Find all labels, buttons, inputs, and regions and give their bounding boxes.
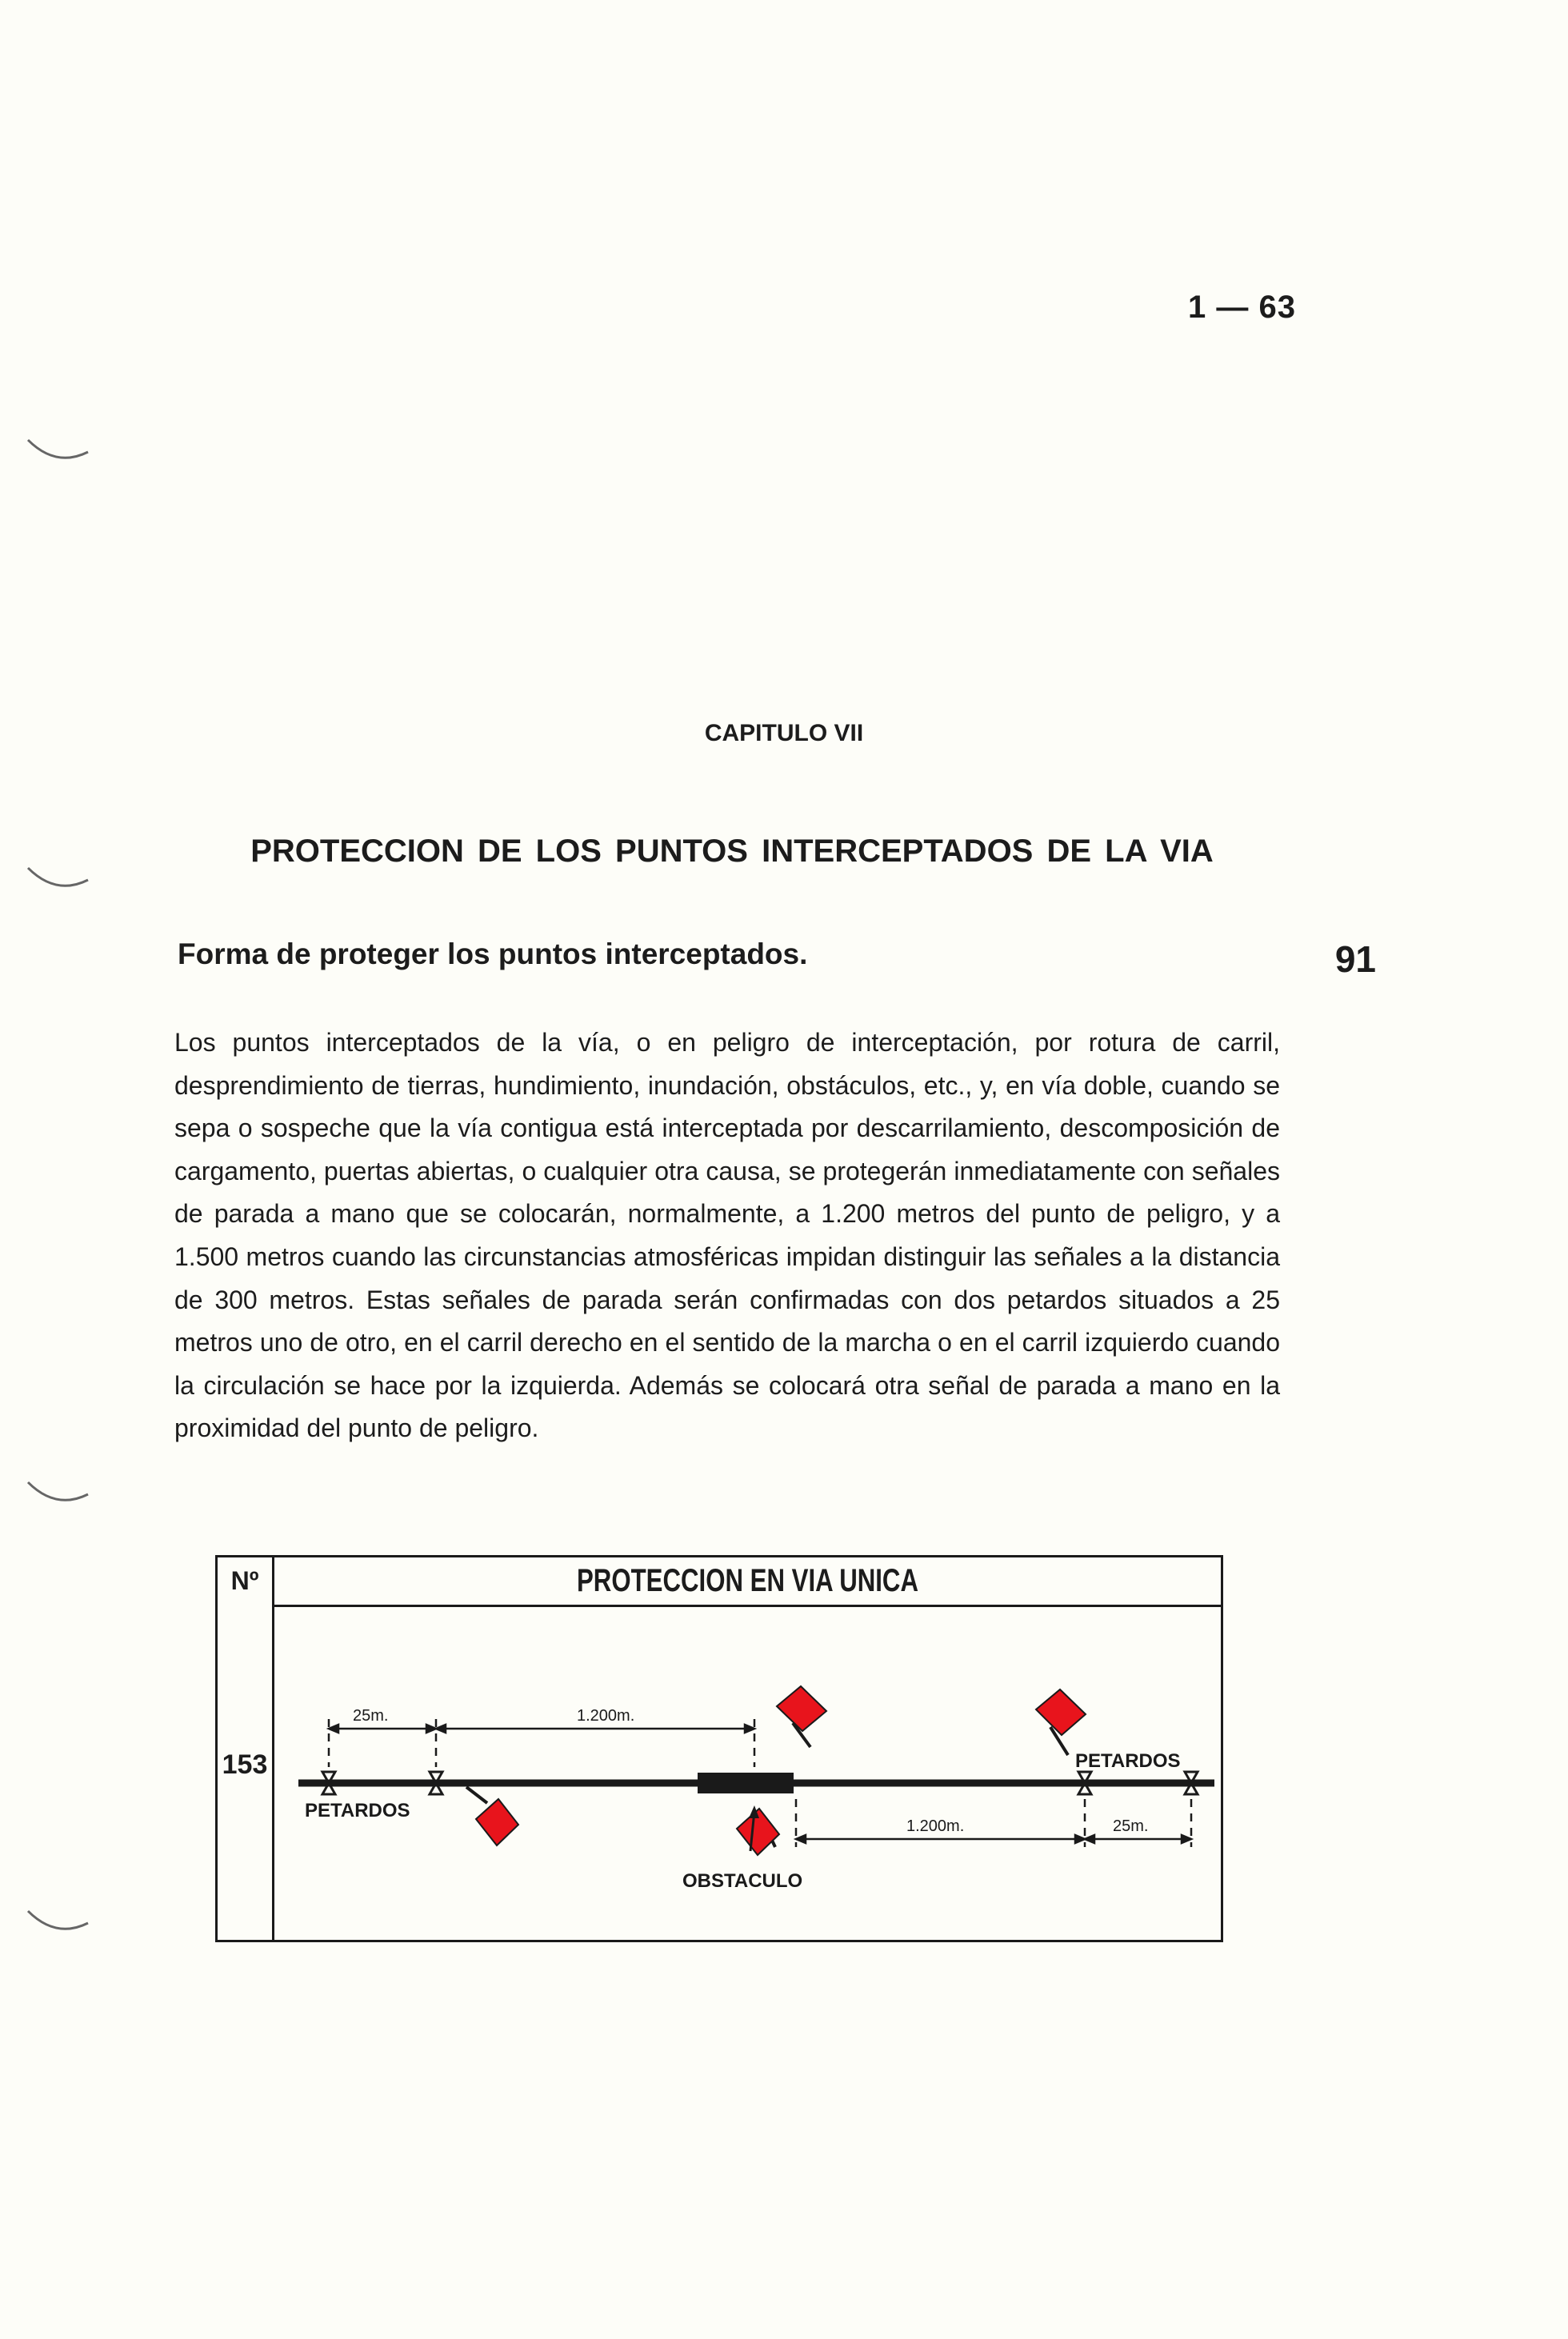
article-number: 91 bbox=[1334, 938, 1376, 980]
body-paragraph: Los puntos interceptados de la vía, o en peligro de interceptación, por rotura de carril, desprendimiento de tierras, hundimiento, inundación, obstáculos, etc., y, en vía doble, cuando se sepa o sospeche que la vía contigua está interceptada por descarrilamiento, descomposición de cargamento, puertas abiertas, o cualquier otra causa, se protegerán inmediatamente con señales de parada a mano que se colocarán, normalmente, a 1.200 metros del punto de peligro, y a 1.500 metros cuando las circunstancias atmosféricas impidan distinguir las señales a la distancia de 300 metros. Estas señales de parada serán confirmadas con dos petardos situados a 25 metros uno de otro, en el carril derecho en el sentido de la marcha o en el carril izquierdo cuando la circulación se hace por la izquierda. Además se colocará otra señal de parada a mano en la proximidad del punto de peligro. bbox=[174, 1028, 1280, 1443]
petardos-label: PETARDOS bbox=[305, 1800, 410, 1821]
stop-flag-icon bbox=[777, 1686, 826, 1747]
distance-label: 1.200m. bbox=[906, 1817, 965, 1835]
binder-hole-mark bbox=[24, 1907, 96, 1939]
distance-label: 1.200m. bbox=[577, 1707, 635, 1725]
section-heading: Forma de proteger los puntos interceptados. bbox=[178, 938, 808, 970]
petardos-label: PETARDOS bbox=[1075, 1750, 1181, 1772]
obstacle-block bbox=[698, 1773, 794, 1793]
obstacle-label: OBSTACULO bbox=[682, 1870, 803, 1892]
distance-label: 25m. bbox=[353, 1707, 389, 1725]
distance-label: 25m. bbox=[1113, 1817, 1149, 1835]
stop-flag-icon bbox=[466, 1787, 518, 1845]
chapter-label: CAPITULO VII bbox=[704, 720, 864, 746]
binder-hole-mark bbox=[24, 1478, 96, 1510]
figure-title: PROTECCION EN VIA UNICA bbox=[576, 1563, 919, 1598]
page-number: 1 — 63 bbox=[1188, 290, 1296, 325]
binder-hole-mark bbox=[24, 864, 96, 896]
protection-diagram-table bbox=[215, 1555, 1223, 1942]
figure-row-number: 153 bbox=[222, 1749, 268, 1780]
chapter-title: PROTECCION DE LOS PUNTOS INTERCEPTADOS DE LA VIA bbox=[250, 834, 1214, 869]
binder-hole-mark bbox=[24, 436, 96, 468]
number-column-header: Nº bbox=[230, 1566, 259, 1595]
track-protection-diagram bbox=[274, 1607, 1218, 1935]
stop-flag-icon bbox=[1036, 1689, 1086, 1755]
